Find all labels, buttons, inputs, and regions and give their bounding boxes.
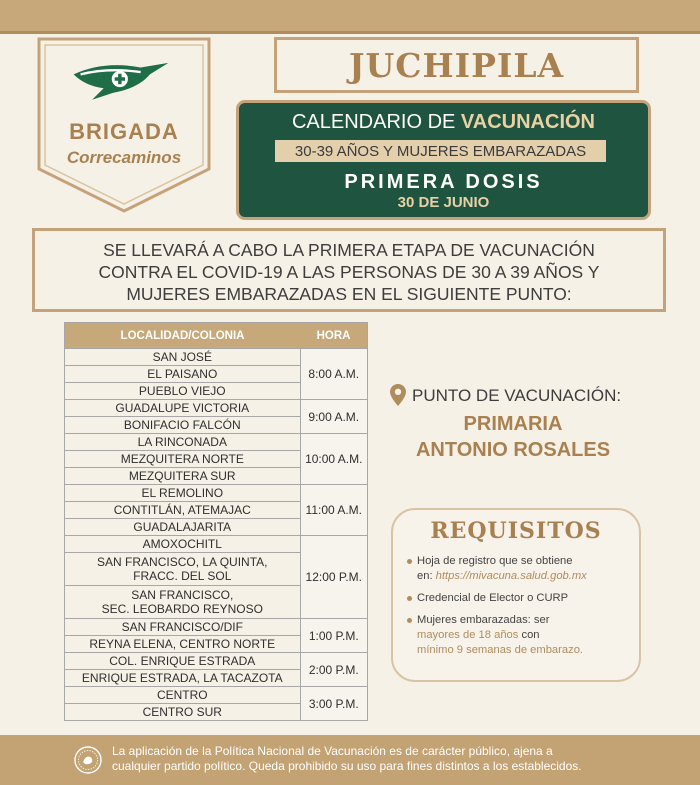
requirement-text: Mujeres embarazadas: ser: [417, 614, 550, 626]
location-line: SAN FRANCISCO, LA QUINTA,: [97, 555, 268, 569]
location-cell: CENTRO: [65, 687, 301, 704]
bullet-icon: [407, 596, 412, 601]
location-cell: MEZQUITERA NORTE: [65, 451, 301, 468]
table-row: [65, 349, 368, 366]
town-title-box: [274, 37, 639, 93]
intro-line-2: CONTRA EL COVID-19 A LAS PERSONAS DE 30 A 39 AÑOS Y: [98, 262, 600, 282]
location-cell: [65, 586, 301, 619]
schedule-header-row: [65, 323, 368, 349]
time-cell: 10:00 A.M.: [300, 434, 367, 485]
location-cell: SAN FRANCISCO/DIF: [65, 619, 301, 636]
bullet-icon: [407, 559, 412, 564]
location-cell: GUADALAJARITA: [65, 519, 301, 536]
table-row: [65, 400, 368, 417]
location-cell: CENTRO SUR: [65, 704, 301, 721]
site-line-1: PRIMARIA: [463, 413, 563, 435]
table-row: [65, 619, 368, 636]
table-row: [65, 536, 368, 553]
location-cell: AMOXOCHITL: [65, 536, 301, 553]
requirement-accent: mínimo 9 semanas de embarazo.: [417, 644, 584, 656]
requirement-text: Credencial de Elector o CURP: [417, 592, 569, 604]
location-cell: COL. ENRIQUE ESTRADA: [65, 653, 301, 670]
location-line: SAN FRANCISCO,: [131, 588, 234, 602]
town-title: JUCHIPILA: [348, 45, 565, 85]
time-cell: 3:00 P.M.: [300, 687, 367, 721]
table-row: [65, 687, 368, 704]
time-cell: 1:00 P.M.: [300, 619, 367, 653]
location-cell: LA RINCONADA: [65, 434, 301, 451]
time-cell: 12:00 P.M.: [300, 536, 367, 619]
bullet-icon: [407, 618, 412, 623]
footer-band: [0, 735, 700, 785]
table-row: [65, 485, 368, 502]
requirement-item: [407, 613, 633, 658]
dose-label: PRIMERA DOSIS: [344, 171, 543, 193]
footer-disclaimer: [112, 744, 652, 774]
calendar-heading: [239, 111, 648, 134]
time-cell: 2:00 P.M.: [300, 653, 367, 687]
vaccination-date: 30 DE JUNIO: [397, 194, 490, 211]
table-row: [65, 653, 368, 670]
intro-line-3: MUJERES EMBARAZADAS EN EL SIGUIENTE PUNTO:: [126, 284, 572, 304]
location-cell: CONTITLÁN, ATEMAJAC: [65, 502, 301, 519]
intro-line-1: SE LLEVARÁ A CABO LA PRIMERA ETAPA DE VACUNACIÓN: [103, 240, 595, 260]
top-decorative-band: [0, 0, 700, 34]
time-column-header: HORA: [300, 323, 367, 349]
location-cell: SAN JOSÉ: [65, 349, 301, 366]
requirements-box: [391, 508, 641, 682]
requirement-accent: mayores de 18 años: [417, 629, 519, 641]
requirement-prefix: en:: [417, 570, 433, 582]
location-column-header: LOCALIDAD/COLONIA: [65, 323, 301, 349]
location-cell: REYNA ELENA, CENTRO NORTE: [65, 636, 301, 653]
requirement-item: [407, 591, 633, 606]
brigada-subtitle: Correcaminos: [66, 148, 182, 167]
target-group: 30-39 AÑOS Y MUJERES EMBARAZADAS: [294, 142, 587, 160]
location-cell: GUADALUPE VICTORIA: [65, 400, 301, 417]
location-cell: ENRIQUE ESTRADA, LA TACAZOTA: [65, 670, 301, 687]
requirement-text: Hoja de registro que se obtiene: [417, 555, 573, 567]
registration-link[interactable]: https://mivacuna.salud.gob.mx: [435, 570, 587, 582]
time-cell: 11:00 A.M.: [300, 485, 367, 536]
calendar-heading-prefix: CALENDARIO DE: [291, 111, 456, 133]
requirements-list: [407, 554, 633, 665]
location-cell: MEZQUITERA SUR: [65, 468, 301, 485]
site-line-2: ANTONIO ROSALES: [415, 439, 611, 461]
calendar-heading-emphasis: VACUNACIÓN: [460, 111, 595, 133]
target-group-box: [275, 140, 606, 162]
footer-line-2: cualquier partido político. Queda prohibido su uso para fines distintos a los establecidos.: [112, 759, 582, 773]
requirements-title: REQUISITOS: [430, 518, 602, 544]
table-row: [65, 434, 368, 451]
location-cell: PUEBLO VIEJO: [65, 383, 301, 400]
location-cell: BONIFACIO FALCÓN: [65, 417, 301, 434]
location-cell: EL PAISANO: [65, 366, 301, 383]
map-pin-icon: [390, 384, 406, 406]
brigada-badge: [37, 37, 211, 213]
calendar-panel: [236, 100, 651, 220]
intro-text: [35, 239, 663, 305]
time-cell: 8:00 A.M.: [300, 349, 367, 400]
location-cell: [65, 553, 301, 586]
intro-box: [32, 228, 666, 312]
footer-line-1: La aplicación de la Política Nacional de Vacunación es de carácter público, ajena a: [112, 744, 553, 758]
requirement-item: [407, 554, 633, 584]
location-line: FRACC. DEL SOL: [133, 569, 232, 583]
location-line: SEC. LEOBARDO REYNOSO: [101, 602, 263, 616]
roadrunner-logo-icon: [69, 51, 173, 107]
location-cell: EL REMOLINO: [65, 485, 301, 502]
vaccination-site: [380, 411, 646, 463]
time-cell: 9:00 A.M.: [300, 400, 367, 434]
brigada-title: BRIGADA: [69, 119, 179, 144]
national-seal-icon: [74, 746, 102, 774]
requirement-text: con: [521, 629, 540, 641]
vaccination-point-label: PUNTO DE VACUNACIÓN:: [412, 386, 622, 405]
schedule-table: [64, 322, 368, 721]
